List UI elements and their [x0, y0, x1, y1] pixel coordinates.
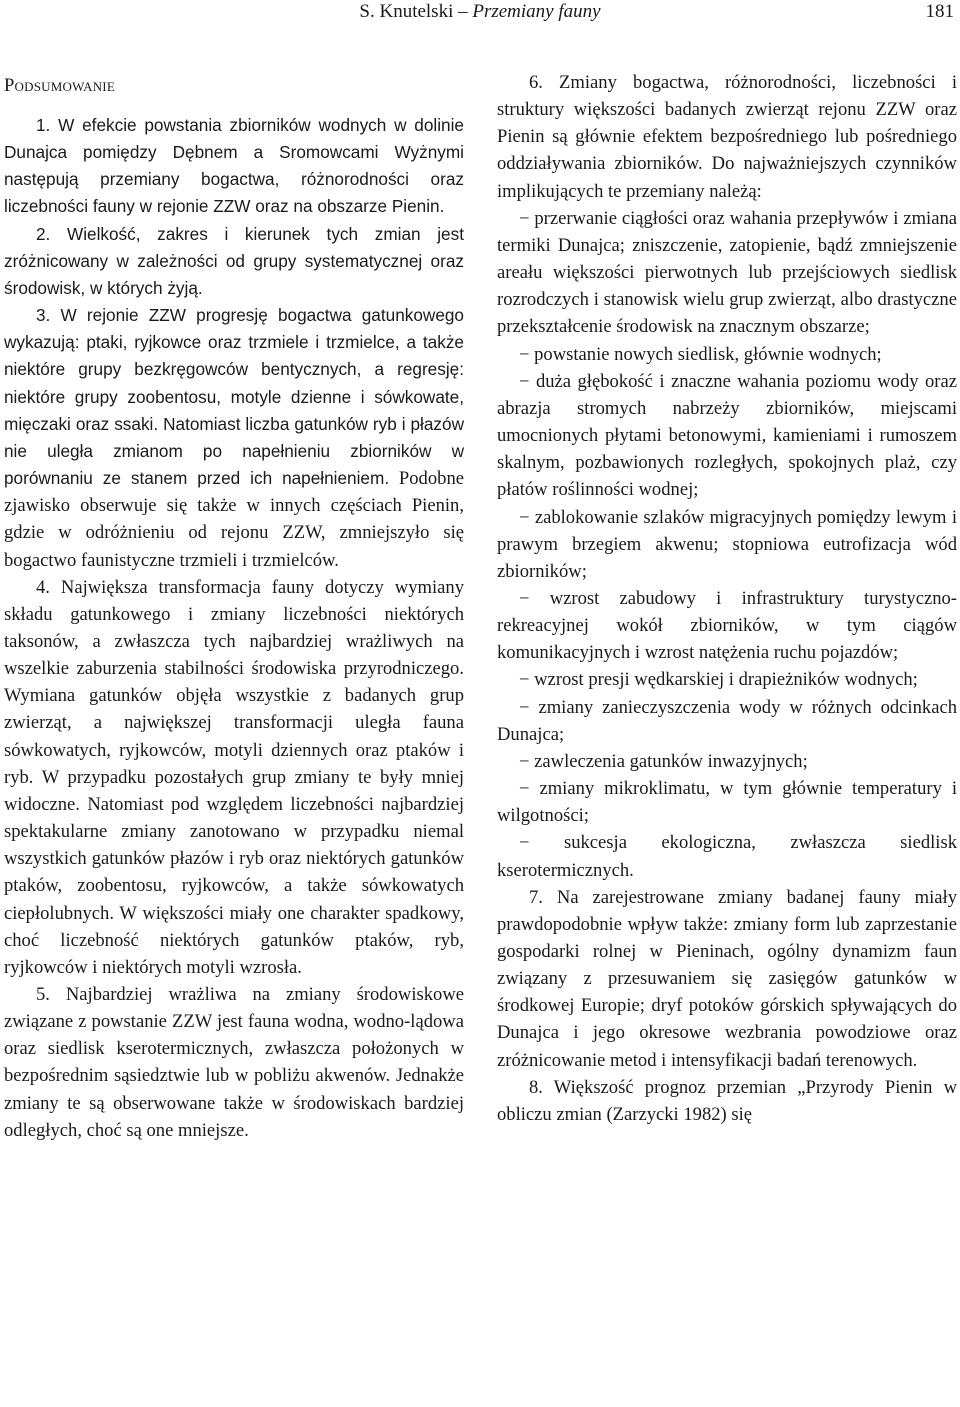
paragraph-3-part-a: 3. W rejonie ZZW progresję bogactwa gatunkowego wykazują: ptaki, ryjkowce oraz trzmiele i trzmielce, a także niektóre grupy bezkręgowców bentycznych, a regresję: niektóre grupy zoobentosu, motyle dzienne i sówkowate, mięczaki oraz ssaki. Natomiast liczba gatunków ryb i płazów nie uległa zmianom po napełnieniu zbiorników w porównaniu ze stanem przed ich napełnieniem. [4, 305, 464, 489]
list-item: − duża głębokość i znaczne wahania poziomu wody oraz abrazja stromych nabrzeży zbiorników, miejscami umocnionych płytami betonowymi, kamieniami i rumoszem skalnym, pozbawionych rozległych, spokojnych plaż, czy płatów roślinności wodnej; [497, 370, 957, 501]
right-column [497, 69, 957, 1128]
list-item: − zablokowanie szlaków migracyjnych pomiędzy lewym i prawym brzegiem akwenu; stopniowa eutrofizacja wód zbiorników; [497, 506, 957, 582]
page-number: 181 [925, 1, 954, 22]
paragraph-6: 6. Zmiany bogactwa, różnorodności, liczebności i struktury większości badanych zwierząt rejonu ZZW oraz Pienin są głównie efektem bezpośredniego lub pośredniego oddziaływania zbiorników. Do najważniejszych czynników implikujących te przemiany należą: [497, 72, 957, 202]
left-column [4, 72, 464, 1144]
paragraph-2: 2. Wielkość, zakres i kierunek tych zmian jest zróżnicowany w zależności od grupy systematycznej oraz środowisk, w których żyją. [4, 223, 464, 298]
article-title: Przemiany fauny [472, 1, 601, 22]
list-item: − zmiany mikroklimatu, w tym głównie temperatury i wilgotności; [497, 778, 957, 827]
list-item: − sukcesja ekologiczna, zwłaszcza siedlisk kserotermicznych. [497, 832, 957, 881]
paragraph-1: 1. W efekcie powstania zbiorników wodnych w dolinie Dunajca pomiędzy Dębnem a Sromowcami Wyżnymi następują przemiany bogactwa, różnorodności oraz liczebności fauny w rejonie ZZW oraz na obszarze Pienin. [4, 115, 464, 217]
paragraph-3 [4, 302, 464, 574]
list-item: − zmiany zanieczyszczenia wody w różnych odcinkach Dunajca; [497, 696, 957, 745]
running-head [0, 0, 960, 24]
paragraph-8: 8. Większość prognoz przemian „Przyrody Pienin w obliczu zmian (Zarzycki 1982) się [497, 1076, 957, 1125]
list-item: − przerwanie ciągłości oraz wahania przepływów i zmiana termiki Dunajca; zniszczenie, zatopienie, bądź zmniejszenie areału większości pierwotnych lub przejściowych siedlisk rozrodczych i stanowisk wielu grup zwierząt, albo drastyczne przekształcenie środowisk na znacznym obszarze; [497, 207, 957, 338]
list-item: − powstanie nowych siedlisk, głównie wodnych; [519, 343, 882, 365]
section-heading: Podsumowanie [4, 75, 115, 96]
list-item: − zawleczenia gatunków inwazyjnych; [519, 750, 808, 772]
paragraph-5: 5. Najbardziej wrażliwa na zmiany środowiskowe związane z powstanie ZZW jest fauna wodna, wodno-lądowa oraz siedlisk kserotermicznych, zwłaszcza położonych w bezpośrednim sąsiedztwie lub w pobliżu akwenów. Jednakże zmiany te są obserwowane także w środowiskach bardziej odległych, choć są one mniejsze. [4, 984, 464, 1141]
running-header [0, 0, 960, 28]
author: S. Knutelski [359, 1, 454, 22]
paragraph-4: 4. Największa transformacja fauny dotyczy wymiany składu gatunkowego i zmiany liczebności niektórych taksonów, a zwłaszcza tych najbardziej wrażliwych na wszelkie zaburzenia stabilności środowiska przyrodniczego. Wymiana gatunków objęła wszystkie z badanych grup zwierząt, a największej transformacji uległa fauna sówkowatych, ryjkowców, motyli dziennych oraz ptaków i ryb. W przypadku pozostałych grup zmiany te były mniej widoczne. Natomiast pod względem liczebności najbardziej spektakularne zmiany zanotowano w przypadku niemal wszystkich gatunków płazów i ryb oraz niektórych gatunków ptaków, zoobentosu, ryjkowców, a także sówkowatych ciepłolubnych. W większości miały one charakter spadkowy, choć liczebność niektórych gatunków ptaków, ryb, ryjkowców i niektórych motyli wzrosła. [4, 576, 464, 978]
separator: – [453, 1, 473, 22]
paragraph-3-part-b: Podobne zjawisko obserwuje się także w innych częściach Pienin, gdzie w odróżnieniu od rejonu ZZW, zmniejszyło się bogactwo faunistyczne trzmieli i trzmielców. [4, 468, 464, 571]
paragraph-7: 7. Na zarejestrowane zmiany badanej fauny miały prawdopodobnie wpływ także: zmiany form lub zaprzestanie gospodarki rolnej w Pieninach, ogólny dynamizm faun związany z przesuwaniem się zasięgów gatunków w środkowej Europie; dryf potoków górskich spływających do Dunajca i jego okresowe wezbrania powodziowe oraz zróżnicowanie metod i intensyfikacji badań terenowych. [497, 886, 957, 1071]
list-item: − wzrost zabudowy i infrastruktury turystyczno-rekreacyjnej wokół zbiorników, w tym ciągów komunikacyjnych i wzrost natężenia ruchu pojazdów; [497, 587, 957, 664]
list-item: − wzrost presji wędkarskiej i drapieżników wodnych; [519, 669, 918, 691]
